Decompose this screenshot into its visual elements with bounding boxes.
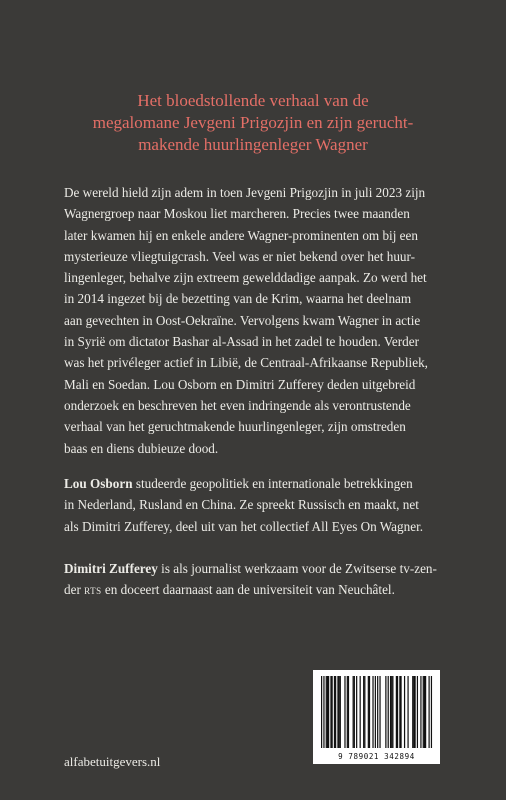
barcode-bar — [353, 676, 354, 748]
bio-line — [64, 558, 454, 579]
barcode-bar — [348, 676, 349, 748]
blurb-line: De wereld hield zijn adem in toen Jevgeni Prigozjin in juli 2023 zijn — [64, 185, 426, 200]
barcode-bar — [390, 676, 391, 748]
author-bio-osborn — [64, 473, 454, 537]
bio-text: is als journalist werkzaam voor de Zwitserse tv-zen- — [157, 561, 437, 576]
barcode-bar — [363, 676, 364, 748]
barcode-bar — [337, 676, 338, 748]
barcode-bar — [414, 676, 415, 748]
bio-text: der — [64, 582, 85, 598]
barcode-bar — [392, 676, 393, 748]
barcode-bar — [423, 676, 424, 748]
publisher-url: alfabetuitgevers.nl — [64, 754, 161, 769]
barcode-bar — [369, 676, 370, 748]
barcode-bar — [326, 676, 327, 748]
bio-text: studeerde geopolitiek en internationale betrekkingen — [132, 476, 413, 491]
bio-line — [64, 579, 454, 600]
barcode-bar — [412, 676, 413, 748]
tagline-line: megalomane Jevgeni Prigozjin en zijn gerucht- — [92, 113, 414, 132]
barcode-bar — [347, 676, 348, 748]
barcode-bar — [420, 676, 421, 748]
barcode-bar — [372, 676, 373, 748]
barcode-bar — [328, 676, 329, 748]
blurb-line: in Syrië om dictator Bashar al-Assad in het zadel te houden. Verder — [64, 334, 419, 350]
bio-line: in Nederland, Rusland en China. Ze spreekt Russisch en maakt, net — [64, 497, 419, 513]
barcode-bar — [332, 676, 333, 748]
barcode-bar — [360, 676, 361, 748]
bio-line — [64, 473, 454, 494]
blurb-line: Wagnergroep naar Moskou liet marcheren. Precies twee maanden — [64, 206, 410, 222]
barcode-bar — [404, 676, 405, 748]
barcode-bar — [391, 676, 392, 748]
barcode-bar — [425, 676, 426, 748]
author-name: Lou Osborn — [64, 476, 133, 491]
barcode-bar — [388, 676, 389, 748]
barcode-bar — [417, 676, 418, 748]
barcode-bar — [428, 676, 429, 748]
bio-text: en doceert daarnaast aan de universiteit van Neuchâtel. — [101, 582, 395, 598]
barcode-bar — [379, 676, 380, 748]
blurb-line: baas en diens dubieuze dood. — [64, 440, 219, 456]
barcode-bar — [330, 676, 331, 748]
tagline-line: makende huurlingenleger Wagner — [138, 135, 368, 154]
bio-line: als Dimitri Zufferey, deel uit van het collectief All Eyes On Wagner. — [64, 518, 424, 534]
barcode-bar — [321, 676, 322, 748]
barcode-bar — [334, 676, 335, 748]
barcode-bar — [413, 676, 414, 748]
blurb-line: Mali en Soedan. Lou Osborn en Dimitri Zufferey deden uitgebreid — [64, 376, 416, 392]
blurb-line: lingenleger, behalve zijn extreem gewelddadige aanpak. Zo werd het — [64, 270, 427, 286]
blurb-line: aan gevechten in Oost-Oekraïne. Vervolgens kwam Wagner in actie — [64, 312, 421, 328]
barcode-bar — [397, 676, 398, 748]
isbn-barcode — [313, 670, 440, 764]
blurb-line: onderzoek en beschreven het even indringende als verontrustende — [64, 397, 411, 413]
barcode-bars — [313, 670, 440, 764]
tagline — [60, 90, 446, 156]
barcode-bar — [368, 676, 369, 748]
blurb-paragraph — [64, 182, 454, 459]
barcode-bar — [339, 676, 340, 748]
barcode-bar — [344, 676, 345, 748]
isbn-number: 9 789021 342894 — [338, 752, 415, 761]
barcode-bar — [431, 676, 432, 748]
barcode-bar — [396, 676, 397, 748]
blurb-line: later kwamen hij en enkele andere Wagner-prominenten om bij een — [64, 227, 418, 243]
barcode-bar — [340, 676, 341, 748]
barcode-bar — [377, 676, 378, 748]
blurb-line: verhaal van het geruchtmakende huurlingenleger, zijn omstreden — [64, 419, 406, 435]
tagline-line: Het bloedstollende verhaal van de — [137, 91, 369, 110]
author-bio-zufferey — [64, 558, 454, 601]
barcode-bar — [356, 676, 357, 748]
barcode-bar — [399, 676, 400, 748]
barcode-bar — [335, 676, 336, 748]
author-name: Dimitri Zufferey — [64, 561, 158, 576]
barcode-bar — [323, 676, 324, 748]
barcode-bar — [375, 676, 376, 748]
barcode-bar — [385, 676, 386, 748]
barcode-bar — [354, 676, 355, 748]
blurb-line: in 2014 ingezet bij de bezetting van de Krim, waarna het deelnam — [64, 291, 412, 307]
broadcaster-abbreviation: rts — [84, 582, 102, 598]
barcode-bar — [424, 676, 425, 748]
blurb-line: was het privéleger actief in Libië, de Centraal-Afrikaanse Republiek, — [64, 355, 428, 371]
barcode-bar — [327, 676, 328, 748]
barcode-bar — [364, 676, 365, 748]
barcode-bar — [400, 676, 401, 748]
blurb-line: mysterieuze vliegtuigcrash. Veel was er niet bekend over het huur- — [64, 248, 416, 264]
barcode-bar — [407, 676, 408, 748]
